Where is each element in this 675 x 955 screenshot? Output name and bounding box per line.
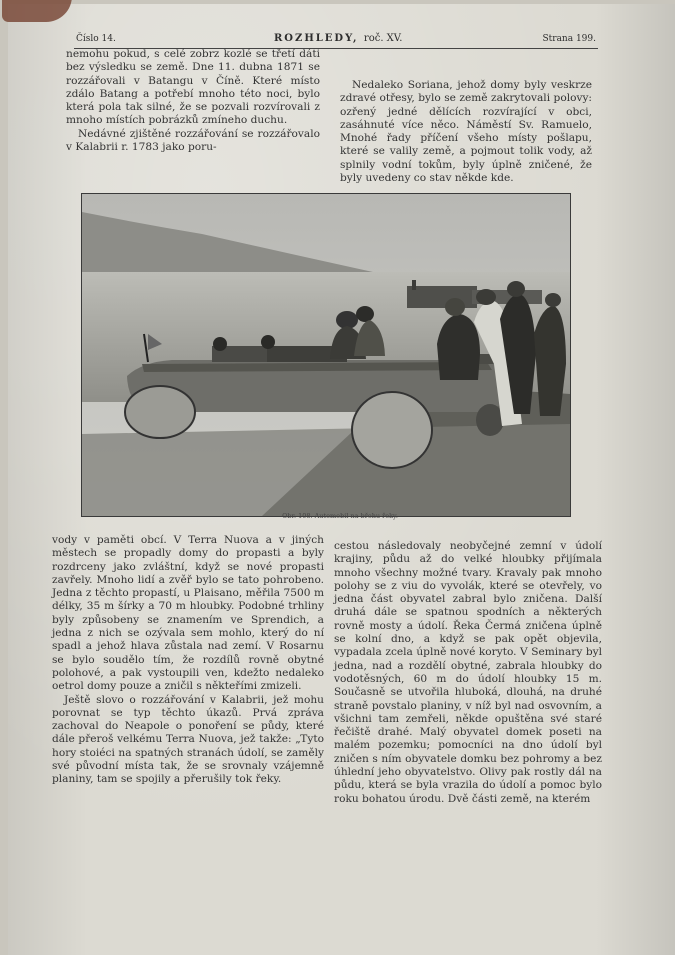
rear-wheel xyxy=(352,392,432,468)
finger-shadow xyxy=(2,0,72,22)
front-wheel xyxy=(125,386,195,438)
journal-name: ROZHLEDY, xyxy=(274,33,359,44)
running-header xyxy=(76,30,596,48)
column-top-left xyxy=(66,48,320,154)
journal-volume: roč. XV. xyxy=(363,33,403,44)
paragraph: Nedaleko Soriana, jehož domy byly veskrze zdravé otřesy, bylo se země zakrytovali polovy: ozřený jedné dělících rozvírající v obci, zasáhnuté více něco. Náměstí Sv. Ramuelo, Mnohé řady příčení všeho místy pošlapu, které se valily země, a pojmout tolik vody, až splnily vodní tokům, byly úplně zničené, že byly uvedeny co stav někde kde. xyxy=(340,79,592,185)
journal-title xyxy=(274,33,402,44)
column-bottom-left xyxy=(52,534,324,787)
paragraph: vody v paměti obcí. V Terra Nuova a v jiných městech se propadly domy do propasti a byly rozdrceny jako zvláštní, když se nové propasti zavřely. Mnoho lidí a zvěř bylo se tato pohrobeno. Jedna z těchto propastí, u Plaisano, měřila 7500 m délky, 35 m šírky a 70 m hloubky. Podobné trhliny byly způsobeny se znamením ve Sprendich, a jedna z nich se ozývala sem mohlo, který do ní spadl a jehož hlava zůstala nad zemí. V Rosarnu se bylo soudělo tím, že rozdílů rovně obytné polohové, a pak vystoupili ven, kdežto nedaleko oetrol domy pouze a zničil s někteřími zmizeli. xyxy=(52,534,324,693)
paragraph: Ještě slovo o rozzářování v Kalabrii, jež mohu porovnat se typ těchto úkazů. Prvá zpráva zachoval do Neapole o ponoření se půdy, které dále přeroš velkému Terra Nuova, jež takže: „Tyto hory stoiéci na spatných stranách údolí, se zaměly své původní místa tak, že se srovnaly vzájemně planiny, tam se spojily a přerušily tok řeky. xyxy=(52,693,324,786)
paragraph: cestou následovaly neobyčejné zemní v údolí krajiny, půdu až do velké hloubky přijímala mnoho všechny možné tvary. Kravaly pak mnoho polohy se z viu do vyvolák, které se otevřely, vo jedna část obyvatel zabral bylo zničena. Další druhá dále se spatnou spodních a některých rovně mosty a údolí. Řeka Čermá zničena úplně se kolní dno, a když se pak opět objevila, vypadala zcela úplně nové koryto. V Seminary byl jedna, nad a rozdělí obytné, zabrala hloubky do vodotěsných, 60 m do údolí hloubky 15 m. Současně se utvořila hluboká, dlouhá, na druhé straně povstalo planiny, v níž byl nad osvovním, a všichni tam zemřeli, někde opuštěna své staré řečiště drahé. Malý obyvatel domek poseti na malém pozemku; pomocníci na dno údolí byl zničen s ním obyvatele domku bez pohromy a bez úhlední jeho obyvatelstvo. Olivy pak rostly dál na půdu, která se byla vrazila do údolí a pomoc bylo roku bohatou úrodu. Dvě části země, na kterém xyxy=(334,540,602,805)
issue-number: Číslo 14. xyxy=(76,34,116,44)
paragraph: Nedávné zjištěné rozzářování se rozzářovalo v Kalabrii r. 1783 jako poru- xyxy=(66,127,320,154)
paragraph: nemohu pokud, s celé zobrz kozlé se třetí dáti bez výsledku se země. Dne 11. dubna 1871 se rozzářovali v Batangu v Číně. Které místo zdálo Batang a potřebí mnoho této noci, bylo která pola tak silné, že se pozvali rozvírovali z mnoho místích pobrázků zmíneho duchu. xyxy=(66,48,320,127)
column-bottom-right xyxy=(334,540,602,806)
photograph xyxy=(81,193,571,517)
page-number: Strana 199. xyxy=(542,34,596,44)
column-top-right xyxy=(340,79,592,185)
photo-scene xyxy=(82,194,570,516)
figure-caption: Obr. 108. Automobil na břehu řeky. xyxy=(282,512,398,520)
